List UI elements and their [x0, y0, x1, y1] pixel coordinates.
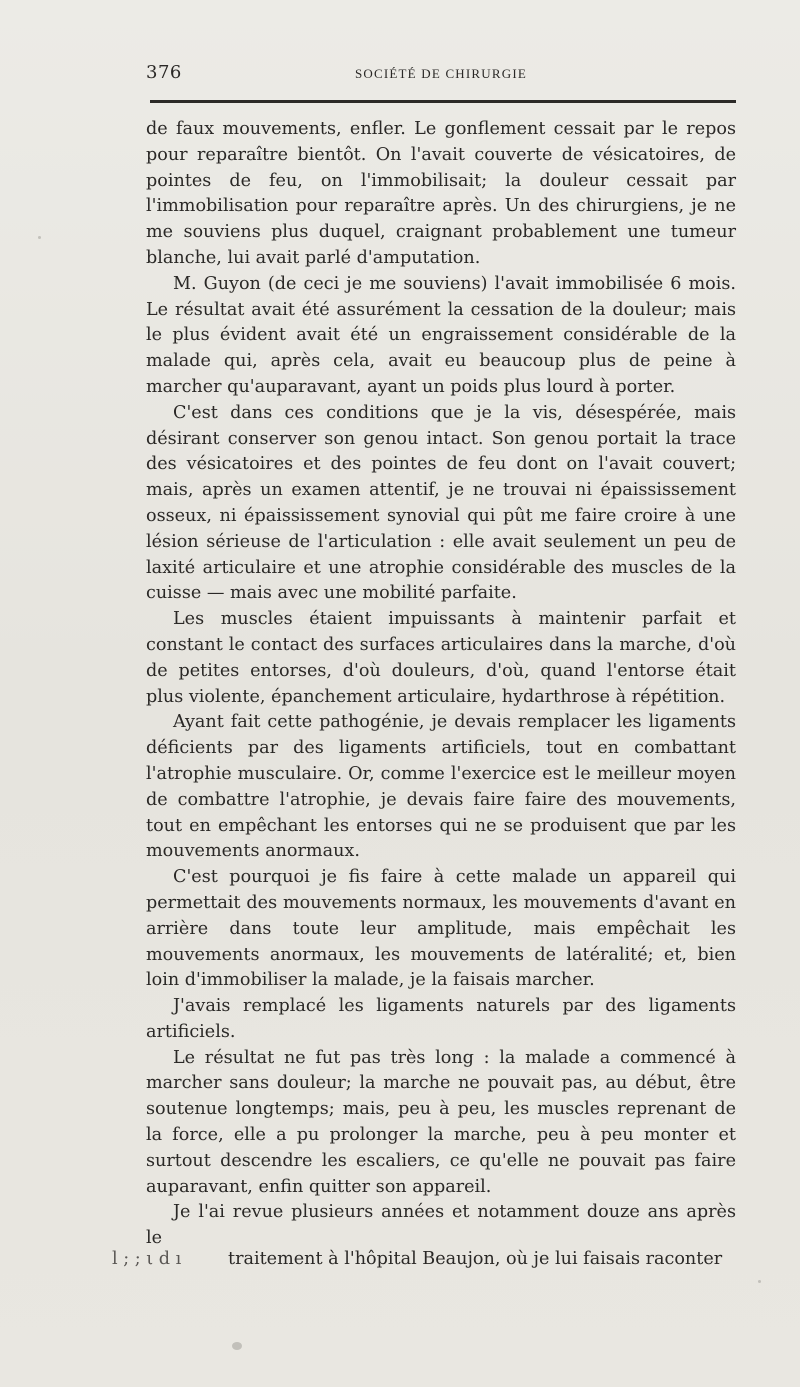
page-header — [146, 62, 736, 92]
last-line — [112, 1247, 742, 1273]
page-number: 376 — [146, 62, 182, 83]
paragraph: de faux mouvements, enfler. Le gonflement cessait par le repos pour reparaître bientôt. On l'avait couverte de vésicatoires, de pointes de feu, on l'immobilisait; la douleur cessait par l'immobilisation pour reparaître après. Un des chirurgiens, je ne me souviens plus duquel, craignant probablement une tumeur blanche, lui avait parlé d'amputation. — [146, 119, 736, 268]
paragraph: C'est dans ces conditions que je la vis, désespérée, mais désirant conserver son genou intact. Son genou portait la trace des vésicatoires et des pointes de feu dont on l'avait couvert; mais, après un examen attentif, je ne trouvai ni épaississement osseux, ni épaississement synovial qui pût me faire croire à une lésion sérieuse de l'articulation : elle avait seulement un peu de laxité articulaire et une atrophie considérable des muscles de la cuisse — mais avec une mobilité parfaite. — [146, 402, 736, 604]
header-rule — [150, 100, 736, 103]
running-head: SOCIÉTÉ DE CHIRURGIE — [354, 66, 528, 81]
paragraph: M. Guyon (de ceci je me souviens) l'avait immobilisée 6 mois. Le résultat avait été assurément la cessation de la douleur; mais le plus évident avait été un engraissement considérable de la malade qui, après cela, avait eu beaucoup plus de peine à marcher qu'auparavant, ayant un poids plus lourd à porter. — [146, 273, 736, 397]
paragraph: Je l'ai revue plusieurs années et notamment douze ans après le — [146, 1202, 736, 1249]
body-text — [146, 117, 736, 1252]
paper-speck — [758, 1280, 761, 1283]
paragraph: J'avais remplacé les ligaments naturels par des ligaments artificiels. — [146, 996, 736, 1042]
paper-speck — [38, 236, 41, 239]
paragraph: C'est pourquoi je fis faire à cette malade un appareil qui permettait des mouvements normaux, les mouvements d'avant en arrière dans toute leur amplitude, mais empêchait les mouvements anormaux, les mouvements de latéralité; et, bien loin d'immobiliser la malade, je la faisais marcher. — [146, 867, 736, 991]
marginal-mark: l ; ; ι d ı — [112, 1249, 182, 1269]
last-line-text: traitement à l'hôpital Beaujon, où je lui faisais raconter — [228, 1249, 723, 1269]
paragraph: Le résultat ne fut pas très long : la malade a commencé à marcher sans douleur; la marche ne pouvait pas, au début, être soutenue longtemps; mais, peu à peu, les muscles reprenant de la force, elle a pu prolonger la marche, peu à peu monter et surtout descendre les escaliers, ce qu'elle ne pouvait pas faire auparavant, enfin quitter son appareil. — [146, 1047, 736, 1197]
paper-speck — [232, 1342, 242, 1350]
paragraph: Ayant fait cette pathogénie, je devais remplacer les ligaments déficients par des ligaments artificiels, tout en combattant l'atrophie musculaire. Or, comme l'exercice est le meilleur moyen de combattre l'atrophie, je devais faire faire des mouvements, tout en empêchant les entorses qui ne se produisent que par les mouvements anormaux. — [146, 712, 736, 862]
paragraph: Les muscles étaient impuissants à maintenir parfait et constant le contact des surfaces articulaires dans la marche, d'où de petites entorses, d'où douleurs, d'où, quand l'entorse était plus violente, épanchement articulaire, hydarthrose à répétition. — [146, 609, 736, 707]
